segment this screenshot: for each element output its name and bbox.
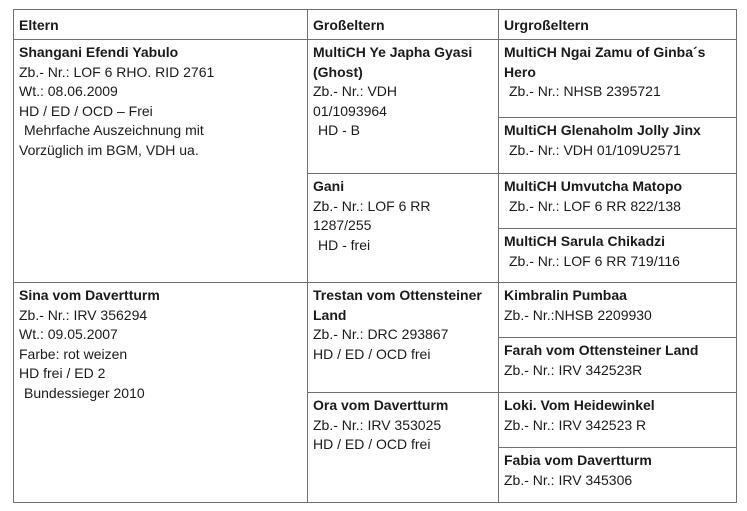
great-grandparent-line: Zb.- Nr.: IRV 345306 [504,471,633,488]
great-grandparent-name: Farah vom Ottensteiner Land [504,342,699,358]
great-grandparent-name: Fabia vom Davertturm [504,452,652,468]
header-grandparents: Großeltern [308,10,499,40]
great-grandparent-cell [499,338,737,393]
great-grandparent-line: Zb.- Nr.: VDH 01/109U2571 [509,141,681,158]
header-great-grandparents: Urgroßeltern [499,10,737,40]
sire-cell [14,40,308,283]
great-grandparent-name: Loki. Vom Heidewinkel [504,397,655,413]
grandparent-name: Trestan vom Ottensteiner Land [313,287,482,323]
great-grandparent-cell [499,448,737,503]
grandparent-line: Zb.- Nr.: DRC 293867 [313,326,449,342]
great-grandparent-cell [499,283,737,338]
grandparent-cell [308,393,499,503]
grandparent-line: Zb.- Nr.: IRV 353025 [313,416,442,433]
great-grandparent-name: Kimbralin Pumbaa [504,287,627,303]
sire-line: Zb.- Nr.: LOF 6 RHO. RID 2761 [19,63,215,80]
pedigree-table [13,9,737,503]
header-parents: Eltern [14,10,308,40]
dam-line: HD frei / ED 2 [19,365,106,381]
grandparent-line: HD / ED / OCD frei [313,436,431,452]
great-grandparent-line: Zb.- Nr.:NHSB 2209930 [504,306,652,323]
grandparent-line: HD - B [318,122,360,138]
dam-line: Zb.- Nr.: IRV 356294 [19,306,148,323]
grandparent-cell [308,40,499,174]
great-grandparent-line: Zb.- Nr.: IRV 342523 R [504,416,647,433]
grandparent-line: 1287/255 [313,217,372,233]
dam-line: Farbe: rot weizen [19,345,128,362]
great-grandparent-name: MultiCH Ngai Zamu of Ginba´s Hero [504,44,706,80]
sire-line: HD / ED / OCD – Frei [19,102,153,119]
grandparent-line: HD / ED / OCD frei [313,345,431,362]
sire-line: Mehrfache Auszeichnung mit [24,122,204,138]
great-grandparent-cell [499,174,737,229]
sire-name: Shangani Efendi Yabulo [19,44,179,60]
great-grandparent-cell [499,118,737,174]
grandparent-cell [308,174,499,283]
dam-cell [14,283,308,503]
great-grandparent-name: MultiCH Glenaholm Jolly Jinx [504,122,701,138]
grandparent-cell [308,283,499,393]
great-grandparent-line: Zb.- Nr.: LOF 6 RR 719/116 [509,252,680,269]
grandparent-line: HD - frei [318,236,371,253]
dam-line: Wt.: 09.05.2007 [19,326,118,342]
great-grandparent-line: Zb.- Nr.: LOF 6 RR 822/138 [509,197,681,214]
great-grandparent-name: MultiCH Umvutcha Matopo [504,178,683,194]
grandparent-name: Ora vom Davertturm [313,397,449,413]
grandparent-line: 01/1093964 [313,102,387,119]
great-grandparent-cell [499,40,737,118]
grandparent-line: Zb.- Nr.: LOF 6 RR [313,197,431,214]
header-row [14,10,737,40]
grandparent-name: MultiCH Ye Japha Gyasi (Ghost) [313,44,473,80]
great-grandparent-cell [499,229,737,283]
great-grandparent-cell [499,393,737,448]
dam-line: Bundessieger 2010 [24,384,145,401]
great-grandparent-line: Zb.- Nr.: IRV 342523R [504,361,643,378]
sire-line: Wt.: 08.06.2009 [19,83,118,99]
grandparent-line: Zb.- Nr.: VDH [313,83,398,99]
grandparent-name: Gani [313,178,345,194]
dam-name: Sina vom Davertturm [19,287,160,303]
great-grandparent-line: Zb.- Nr.: NHSB 2395721 [509,83,661,99]
great-grandparent-name: MultiCH Sarula Chikadzi [504,233,666,249]
sire-line: Vorzüglich im BGM, VDH ua. [19,141,199,158]
